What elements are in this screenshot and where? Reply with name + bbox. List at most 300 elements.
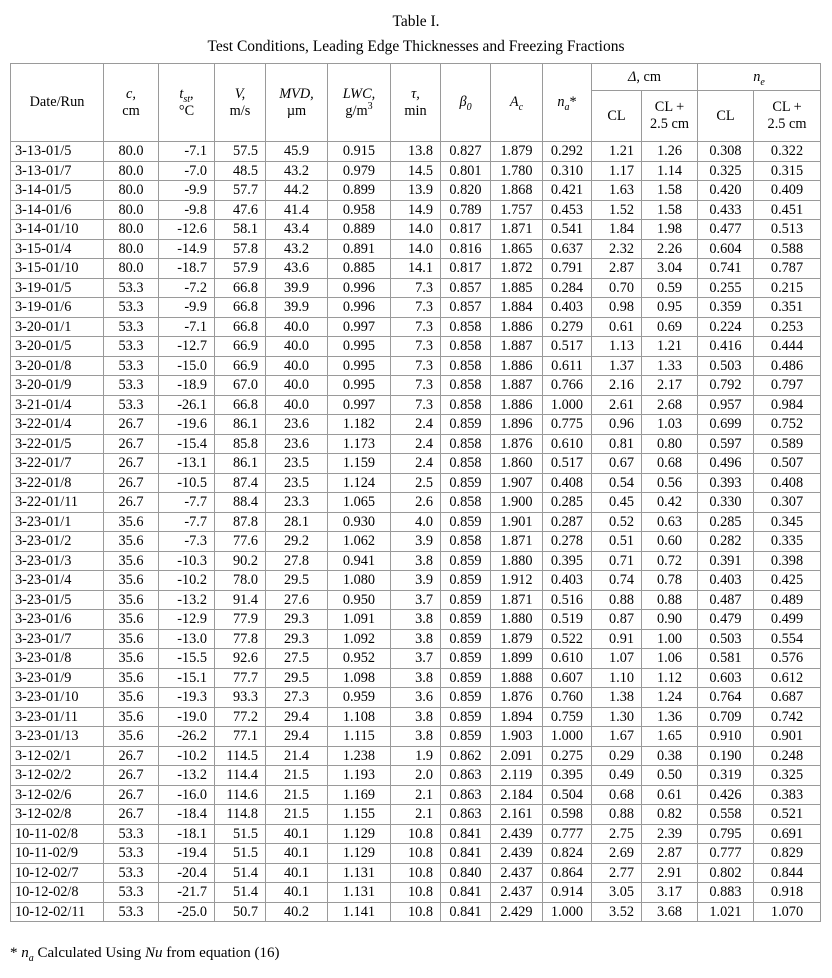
table-cell: 1.070 (754, 902, 821, 922)
table-cell: 0.795 (698, 824, 754, 844)
table-cell: 1.000 (543, 727, 592, 747)
table-cell: 0.996 (328, 298, 391, 318)
table-cell: 0.403 (543, 298, 592, 318)
table-cell: 1.52 (592, 200, 642, 220)
table-cell: 1.84 (592, 220, 642, 240)
table-cell: 43.2 (266, 239, 328, 259)
table-cell: 3.52 (592, 902, 642, 922)
table-cell: 26.7 (104, 454, 159, 474)
table-cell: 27.6 (266, 590, 328, 610)
table-cell: 0.558 (698, 805, 754, 825)
table-cell: 0.899 (328, 181, 391, 201)
footnote: * $n_a$ Calculated Using Nu from equation (16) (10, 945, 280, 964)
table-cell: 0.859 (441, 649, 491, 669)
table-cell: 21.5 (266, 766, 328, 786)
table-cell: 0.918 (754, 883, 821, 903)
table-cell: 27.5 (266, 649, 328, 669)
run-id-cell: 3-12-02/6 (11, 785, 104, 805)
table-cell: 1.901 (491, 512, 543, 532)
table-cell: 0.403 (543, 571, 592, 591)
table-cell: -7.3 (159, 532, 215, 552)
table-cell: 77.8 (215, 629, 266, 649)
table-cell: -9.8 (159, 200, 215, 220)
table-cell: 0.479 (698, 610, 754, 630)
table-cell: 57.9 (215, 259, 266, 279)
table-cell: 114.4 (215, 766, 266, 786)
table-cell: 0.330 (698, 493, 754, 513)
table-cell: 0.287 (543, 512, 592, 532)
table-cell: 114.8 (215, 805, 266, 825)
table-cell: 0.817 (441, 259, 491, 279)
table-row (11, 317, 821, 337)
table-row (11, 844, 821, 864)
table-cell: 3.04 (642, 259, 698, 279)
table-cell: 1.065 (328, 493, 391, 513)
table-cell: 0.253 (754, 317, 821, 337)
table-cell: -15.1 (159, 668, 215, 688)
table-cell: 0.45 (592, 493, 642, 513)
table-cell: 0.517 (543, 337, 592, 357)
table-cell: 53.3 (104, 902, 159, 922)
run-id-cell: 3-15-01/4 (11, 239, 104, 259)
table-cell: -12.7 (159, 337, 215, 357)
table-cell: 2.26 (642, 239, 698, 259)
table-cell: 2.439 (491, 824, 543, 844)
table-cell: 40.0 (266, 395, 328, 415)
table-row (11, 688, 821, 708)
table-row (11, 181, 821, 201)
table-cell: 10.8 (391, 824, 441, 844)
table-cell: 35.6 (104, 532, 159, 552)
table-row (11, 395, 821, 415)
table-cell: 0.858 (441, 356, 491, 376)
table-cell: 1.871 (491, 532, 543, 552)
table-cell: 53.3 (104, 278, 159, 298)
table-cell: -9.9 (159, 181, 215, 201)
table-cell: 23.5 (266, 473, 328, 493)
table-cell: 0.883 (698, 883, 754, 903)
table-cell: 0.857 (441, 298, 491, 318)
table-cell: 0.519 (543, 610, 592, 630)
table-cell: 0.827 (441, 142, 491, 162)
header-date-run: Date/Run (11, 64, 104, 142)
table-cell: 1.9 (391, 746, 441, 766)
table-cell: -13.2 (159, 766, 215, 786)
run-id-cell: 3-20-01/1 (11, 317, 104, 337)
table-cell: 0.759 (543, 707, 592, 727)
table-cell: 0.70 (592, 278, 642, 298)
table-cell: 40.0 (266, 376, 328, 396)
table-cell: 0.285 (698, 512, 754, 532)
table-cell: 1.871 (491, 220, 543, 240)
table-cell: -10.2 (159, 571, 215, 591)
table-cell: 1.193 (328, 766, 391, 786)
header-ne-cl: CL (698, 91, 754, 142)
table-cell: 1.887 (491, 376, 543, 396)
table-cell: 0.764 (698, 688, 754, 708)
table-cell: -7.7 (159, 493, 215, 513)
table-cell: 0.841 (441, 883, 491, 903)
table-cell: 0.517 (543, 454, 592, 474)
table-cell: 0.90 (642, 610, 698, 630)
table-row (11, 473, 821, 493)
table-cell: 0.863 (441, 766, 491, 786)
table-cell: 40.0 (266, 356, 328, 376)
table-cell: 10.8 (391, 863, 441, 883)
table-cell: 0.60 (642, 532, 698, 552)
table-cell: 29.5 (266, 571, 328, 591)
table-cell: 53.3 (104, 395, 159, 415)
table-cell: 0.453 (543, 200, 592, 220)
table-cell: 10.8 (391, 844, 441, 864)
table-cell: 0.554 (754, 629, 821, 649)
table-cell: 0.444 (754, 337, 821, 357)
table-cell: -25.0 (159, 902, 215, 922)
table-cell: 58.1 (215, 220, 266, 240)
table-cell: 93.3 (215, 688, 266, 708)
table-cell: 53.3 (104, 298, 159, 318)
table-cell: 0.248 (754, 746, 821, 766)
table-cell: 35.6 (104, 512, 159, 532)
table-cell: 2.119 (491, 766, 543, 786)
table-cell: 29.3 (266, 629, 328, 649)
table-cell: 26.7 (104, 805, 159, 825)
run-id-cell: 3-14-01/5 (11, 181, 104, 201)
table-cell: 29.5 (266, 668, 328, 688)
table-cell: 0.88 (592, 590, 642, 610)
table-cell: 35.6 (104, 610, 159, 630)
table-cell: 1.17 (592, 161, 642, 181)
table-cell: 0.637 (543, 239, 592, 259)
table-cell: 0.959 (328, 688, 391, 708)
table-cell: 0.88 (592, 805, 642, 825)
table-cell: 0.393 (698, 473, 754, 493)
table-row (11, 883, 821, 903)
table-cell: 0.941 (328, 551, 391, 571)
table-cell: 3.8 (391, 668, 441, 688)
table-row (11, 629, 821, 649)
table-cell: 3.6 (391, 688, 441, 708)
table-cell: 0.279 (543, 317, 592, 337)
table-cell: 2.87 (642, 844, 698, 864)
table-cell: 51.5 (215, 844, 266, 864)
table-cell: 0.840 (441, 863, 491, 883)
table-cell: 47.6 (215, 200, 266, 220)
table-cell: 1.173 (328, 434, 391, 454)
table-cell: 66.9 (215, 356, 266, 376)
table-row (11, 902, 821, 922)
table-cell: 0.507 (754, 454, 821, 474)
table-cell: 1.062 (328, 532, 391, 552)
table-cell: 0.791 (543, 259, 592, 279)
table-cell: 1.880 (491, 551, 543, 571)
table-cell: 87.4 (215, 473, 266, 493)
run-id-cell: 3-12-02/1 (11, 746, 104, 766)
table-cell: 1.021 (698, 902, 754, 922)
table-cell: 0.359 (698, 298, 754, 318)
table-cell: 0.766 (543, 376, 592, 396)
table-cell: 0.824 (543, 844, 592, 864)
run-id-cell: 3-14-01/10 (11, 220, 104, 240)
table-row (11, 668, 821, 688)
table-cell: 0.433 (698, 200, 754, 220)
table-cell: 2.439 (491, 844, 543, 864)
table-cell: 92.6 (215, 649, 266, 669)
table-cell: 2.69 (592, 844, 642, 864)
table-cell: 2.4 (391, 434, 441, 454)
table-cell: 0.63 (642, 512, 698, 532)
table-cell: -19.3 (159, 688, 215, 708)
table-cell: 1.884 (491, 298, 543, 318)
table-cell: 26.7 (104, 473, 159, 493)
table-cell: 0.88 (642, 590, 698, 610)
table-cell: -10.3 (159, 551, 215, 571)
table-title: Table I. (392, 13, 440, 30)
table-cell: 77.2 (215, 707, 266, 727)
table-cell: 0.61 (642, 785, 698, 805)
table-cell: 3.8 (391, 727, 441, 747)
table-cell: 45.9 (266, 142, 328, 162)
table-cell: 1.886 (491, 356, 543, 376)
header-lwc: LWC, $g/m^3$ (328, 64, 391, 142)
table-cell: 88.4 (215, 493, 266, 513)
run-id-cell: 3-23-01/6 (11, 610, 104, 630)
table-cell: 0.325 (698, 161, 754, 181)
table-cell: 0.816 (441, 239, 491, 259)
table-cell: 0.420 (698, 181, 754, 201)
table-cell: 1.21 (592, 142, 642, 162)
run-id-cell: 3-14-01/6 (11, 200, 104, 220)
table-cell: 1.108 (328, 707, 391, 727)
table-cell: 0.319 (698, 766, 754, 786)
table-cell: 86.1 (215, 454, 266, 474)
table-cell: 26.7 (104, 746, 159, 766)
run-id-cell: 3-23-01/1 (11, 512, 104, 532)
table-cell: 53.3 (104, 356, 159, 376)
table-cell: 0.576 (754, 649, 821, 669)
table-cell: 0.603 (698, 668, 754, 688)
table-cell: 0.742 (754, 707, 821, 727)
table-cell: 0.610 (543, 434, 592, 454)
table-cell: -21.7 (159, 883, 215, 903)
table-cell: 0.859 (441, 415, 491, 435)
table-cell: 80.0 (104, 220, 159, 240)
table-cell: 23.5 (266, 454, 328, 474)
table-cell: 35.6 (104, 571, 159, 591)
table-cell: 0.612 (754, 668, 821, 688)
table-cell: 35.6 (104, 668, 159, 688)
table-cell: 0.930 (328, 512, 391, 532)
header-velocity: V, m/s (215, 64, 266, 142)
table-row (11, 727, 821, 747)
run-id-cell: 3-23-01/4 (11, 571, 104, 591)
table-cell: -7.1 (159, 317, 215, 337)
run-id-cell: 3-19-01/6 (11, 298, 104, 318)
table-cell: 1.879 (491, 629, 543, 649)
table-row (11, 259, 821, 279)
table-cell: 77.7 (215, 668, 266, 688)
table-cell: 0.597 (698, 434, 754, 454)
table-cell: 0.858 (441, 454, 491, 474)
table-cell: 14.0 (391, 220, 441, 240)
table-cell: 0.588 (754, 239, 821, 259)
table-cell: 2.1 (391, 805, 441, 825)
table-cell: 40.1 (266, 863, 328, 883)
table-cell: 21.4 (266, 746, 328, 766)
table-cell: 3.8 (391, 551, 441, 571)
table-cell: 0.395 (543, 766, 592, 786)
table-cell: 57.5 (215, 142, 266, 162)
table-cell: 0.996 (328, 278, 391, 298)
table-subtitle: Test Conditions, Leading Edge Thicknesses and Freezing Fractions (207, 38, 625, 55)
table-cell: 1.000 (543, 395, 592, 415)
table-cell: 53.3 (104, 317, 159, 337)
table-row (11, 571, 821, 591)
table-cell: 14.0 (391, 239, 441, 259)
table-row (11, 746, 821, 766)
table-cell: -7.0 (159, 161, 215, 181)
table-cell: 41.4 (266, 200, 328, 220)
table-row (11, 766, 821, 786)
table-cell: 0.859 (441, 473, 491, 493)
table-cell: 0.315 (754, 161, 821, 181)
table-cell: 1.24 (642, 688, 698, 708)
table-cell: 13.8 (391, 142, 441, 162)
table-cell: -7.2 (159, 278, 215, 298)
table-cell: 10.8 (391, 883, 441, 903)
table-cell: 0.499 (754, 610, 821, 630)
table-cell: 0.398 (754, 551, 821, 571)
table-cell: 0.889 (328, 220, 391, 240)
table-cell: -20.4 (159, 863, 215, 883)
table-body (11, 142, 821, 922)
table-cell: -7.1 (159, 142, 215, 162)
table-cell: 1.182 (328, 415, 391, 435)
table-cell: 51.4 (215, 883, 266, 903)
table-cell: 27.8 (266, 551, 328, 571)
table-cell: 0.610 (543, 649, 592, 669)
table-cell: 0.709 (698, 707, 754, 727)
table-cell: 0.859 (441, 707, 491, 727)
table-cell: 3.68 (642, 902, 698, 922)
table-cell: -9.9 (159, 298, 215, 318)
table-cell: 77.6 (215, 532, 266, 552)
table-cell: 40.1 (266, 824, 328, 844)
table-cell: 1.903 (491, 727, 543, 747)
table-cell: 0.891 (328, 239, 391, 259)
table-cell: 35.6 (104, 707, 159, 727)
table-cell: 40.1 (266, 844, 328, 864)
table-cell: 0.190 (698, 746, 754, 766)
header-ne-group: $n_e$ (698, 64, 821, 91)
table-cell: 1.871 (491, 590, 543, 610)
table-row (11, 863, 821, 883)
table-cell: -10.2 (159, 746, 215, 766)
table-cell: 0.858 (441, 434, 491, 454)
table-cell: 0.426 (698, 785, 754, 805)
table-cell: 0.74 (592, 571, 642, 591)
table-cell: 1.865 (491, 239, 543, 259)
table-cell: 35.6 (104, 590, 159, 610)
table-cell: -10.5 (159, 473, 215, 493)
table-row (11, 142, 821, 162)
header-delta-group: Δ, cm (592, 64, 698, 91)
table-cell: 0.335 (754, 532, 821, 552)
table-cell: 50.7 (215, 902, 266, 922)
table-cell: 29.3 (266, 610, 328, 630)
table-cell: 114.5 (215, 746, 266, 766)
table-cell: 0.395 (543, 551, 592, 571)
table-cell: 1.912 (491, 571, 543, 591)
table-cell: 0.691 (754, 824, 821, 844)
table-cell: 2.39 (642, 824, 698, 844)
run-id-cell: 3-19-01/5 (11, 278, 104, 298)
table-cell: 1.12 (642, 668, 698, 688)
table-cell: 0.345 (754, 512, 821, 532)
table-cell: 0.215 (754, 278, 821, 298)
header-delta-cl-2-5: CL + 2.5 cm (642, 91, 698, 142)
conditions-table (10, 63, 821, 922)
table-cell: 39.9 (266, 298, 328, 318)
table-cell: 7.3 (391, 395, 441, 415)
table-cell: 1.129 (328, 824, 391, 844)
table-cell: 3.8 (391, 629, 441, 649)
table-cell: -13.2 (159, 590, 215, 610)
table-cell: 0.285 (543, 493, 592, 513)
table-cell: 0.581 (698, 649, 754, 669)
run-id-cell: 3-23-01/8 (11, 649, 104, 669)
table-cell: 26.7 (104, 434, 159, 454)
table-cell: 53.3 (104, 824, 159, 844)
table-cell: 0.858 (441, 317, 491, 337)
table-cell: 21.5 (266, 785, 328, 805)
table-cell: 0.38 (642, 746, 698, 766)
table-cell: 29.4 (266, 727, 328, 747)
table-cell: 80.0 (104, 200, 159, 220)
table-cell: 0.503 (698, 356, 754, 376)
table-cell: 0.61 (592, 317, 642, 337)
table-cell: 23.6 (266, 415, 328, 435)
table-cell: 80.0 (104, 142, 159, 162)
table-cell: 114.6 (215, 785, 266, 805)
table-row (11, 278, 821, 298)
header-static-temp: $t_{st}$, °C (159, 64, 215, 142)
run-id-cell: 3-23-01/10 (11, 688, 104, 708)
table-cell: 1.880 (491, 610, 543, 630)
table-cell: 0.863 (441, 785, 491, 805)
table-cell: 2.77 (592, 863, 642, 883)
run-id-cell: 3-23-01/11 (11, 707, 104, 727)
table-cell: 53.3 (104, 863, 159, 883)
table-cell: 0.979 (328, 161, 391, 181)
table-cell: 0.858 (441, 337, 491, 357)
table-cell: 0.51 (592, 532, 642, 552)
run-id-cell: 3-13-01/7 (11, 161, 104, 181)
table-cell: 0.995 (328, 376, 391, 396)
table-cell: 87.8 (215, 512, 266, 532)
table-cell: -19.0 (159, 707, 215, 727)
table-cell: 0.59 (642, 278, 698, 298)
table-row (11, 454, 821, 474)
table-cell: 0.255 (698, 278, 754, 298)
run-id-cell: 3-22-01/11 (11, 493, 104, 513)
table-cell: 0.68 (592, 785, 642, 805)
table-cell: 28.1 (266, 512, 328, 532)
table-cell: 23.3 (266, 493, 328, 513)
table-cell: 66.9 (215, 337, 266, 357)
table-cell: 86.1 (215, 415, 266, 435)
table-cell: 29.4 (266, 707, 328, 727)
